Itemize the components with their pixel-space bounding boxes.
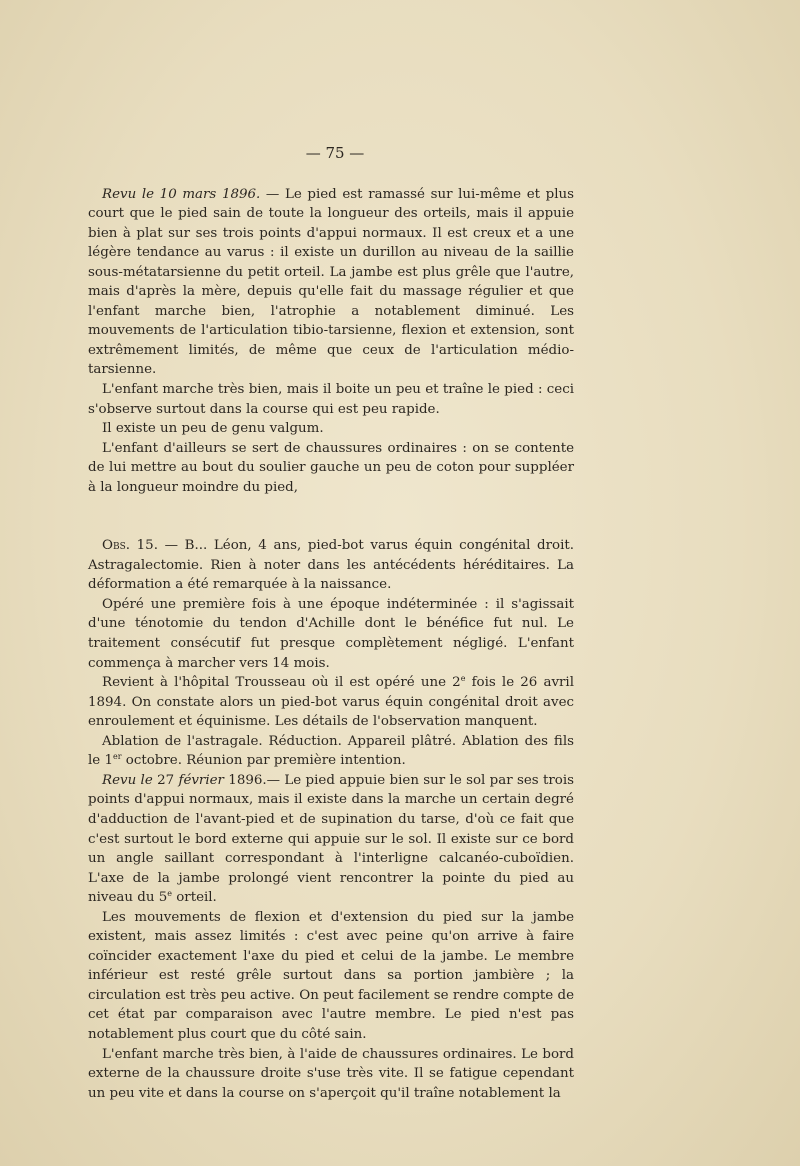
paragraph — [88, 732, 574, 771]
paragraph-text: — B... Léon, 4 ans, pied-bot varus équin congénital droit. Astragalectomie. Rien à noter dans les antécédents héréditaires. La déformation a été remarquée à la naissance. — [88, 538, 574, 593]
paragraph — [88, 185, 574, 380]
paragraph-text: octobre. Réunion par première intention. — [121, 753, 406, 769]
italic-text: Revu le — [102, 772, 153, 788]
paragraph — [88, 771, 574, 908]
paragraph-text: 27 — [152, 772, 179, 788]
superscript: er — [112, 752, 122, 762]
paragraph: L'enfant marche très bien, mais il boite un peu et traîne le pied : ceci s'observe surtout dans la course qui est peu rapide. — [88, 382, 574, 417]
paragraph-text: Ablation de l'astragale. Réduction. Appareil plâtré. Ablation des fils le 1 — [88, 733, 574, 769]
superscript: e — [167, 889, 172, 899]
paragraph-text: orteil. — [171, 890, 217, 906]
paragraph: L'enfant marche très bien, à l'aide de chaussures ordinaires. Le bord externe de la chaussure droite s'use très vite. Il se fatigue cependant un peu vite et dans la course on s'aperçoit qu'il traîne notablement la — [88, 1046, 574, 1101]
italic-date: Revu le 10 mars 1896. — [102, 186, 261, 202]
paragraph-text: — Le pied est ramassé sur lui-même et plus court que le pied sain de toute la longueur des orteils, mais il appuie bien à plat sur ses trois points d'appui normaux. Il est creux et a une légère tendance au varus : il existe un durillon au niveau de la saillie sous-métatarsienne du petit orteil. La jambe est plus grêle que l'autre, mais d'après la mère, depuis qu'elle fait du massage régulier et que l'enfant marche bien, l'atrophie a notablement diminué. Les mouvements de l'articulation tibio-tarsienne, flexion et extension, sont extrêmement limités, de même que ceux de l'articulation médio-tarsienne. — [88, 186, 574, 378]
paragraph-text: 1896.— Le pied appuie bien sur le sol par ses trois points d'appui normaux, mais il existe dans la marche un certain degré d'adduction de l'avant-pied et de supination du tarse, d'où ce fait que c'est surtout le bord externe qui appuie sur le sol. Il existe sur ce bord un angle saillant correspondant à l'interligne calcanéo-cuboïdien. L'axe de la jambe prolongé vient rencontrer la pointe du pied au niveau du 5 — [88, 772, 574, 906]
section-gap — [88, 497, 574, 536]
page-number: — 75 — — [305, 144, 365, 162]
paragraph: Il existe un peu de genu valgum. — [102, 421, 324, 437]
paragraph-text: fois le 26 avril 1894. On constate alors un pied-bot varus équin congénital droit avec enroulement et équinisme. Les détails de l'observation manquent. — [88, 675, 575, 730]
page-text — [88, 144, 574, 1103]
paragraph — [88, 673, 574, 732]
observation-label: Obs. 15. — [102, 538, 158, 554]
superscript: e — [460, 674, 466, 684]
italic-text: février — [178, 772, 224, 788]
paragraph-text: Revient à l'hôpital Trousseau où il est opéré une 2 — [102, 675, 461, 691]
paragraph: Les mouvements de flexion et d'extension du pied sur la jambe existent, mais assez limités : c'est avec peine qu'on arrive à faire coïncider exactement l'axe du pied et celui de la jambe. Le membre inférieur est resté grêle surtout dans sa portion jambière ; la circulation est très peu active. On peut facilement se rendre compte de cet état par comparaison avec l'autre membre. Le pied n'est pas notablement plus court que du côté sain. — [88, 909, 574, 1042]
paragraph: L'enfant d'ailleurs se sert de chaussures ordinaires : on se contente de lui mettre au bout du soulier gauche un peu de coton pour suppléer à la longueur moindre du pied, — [88, 440, 574, 495]
paragraph: Opéré une première fois à une époque indéterminée : il s'agissait d'une ténotomie du tendon d'Achille dont le bénéfice fut nul. Le traitement consécutif fut presque complètement négligé. L'enfant commença à marcher vers 14 mois. — [88, 596, 574, 671]
observation-heading — [88, 536, 574, 595]
